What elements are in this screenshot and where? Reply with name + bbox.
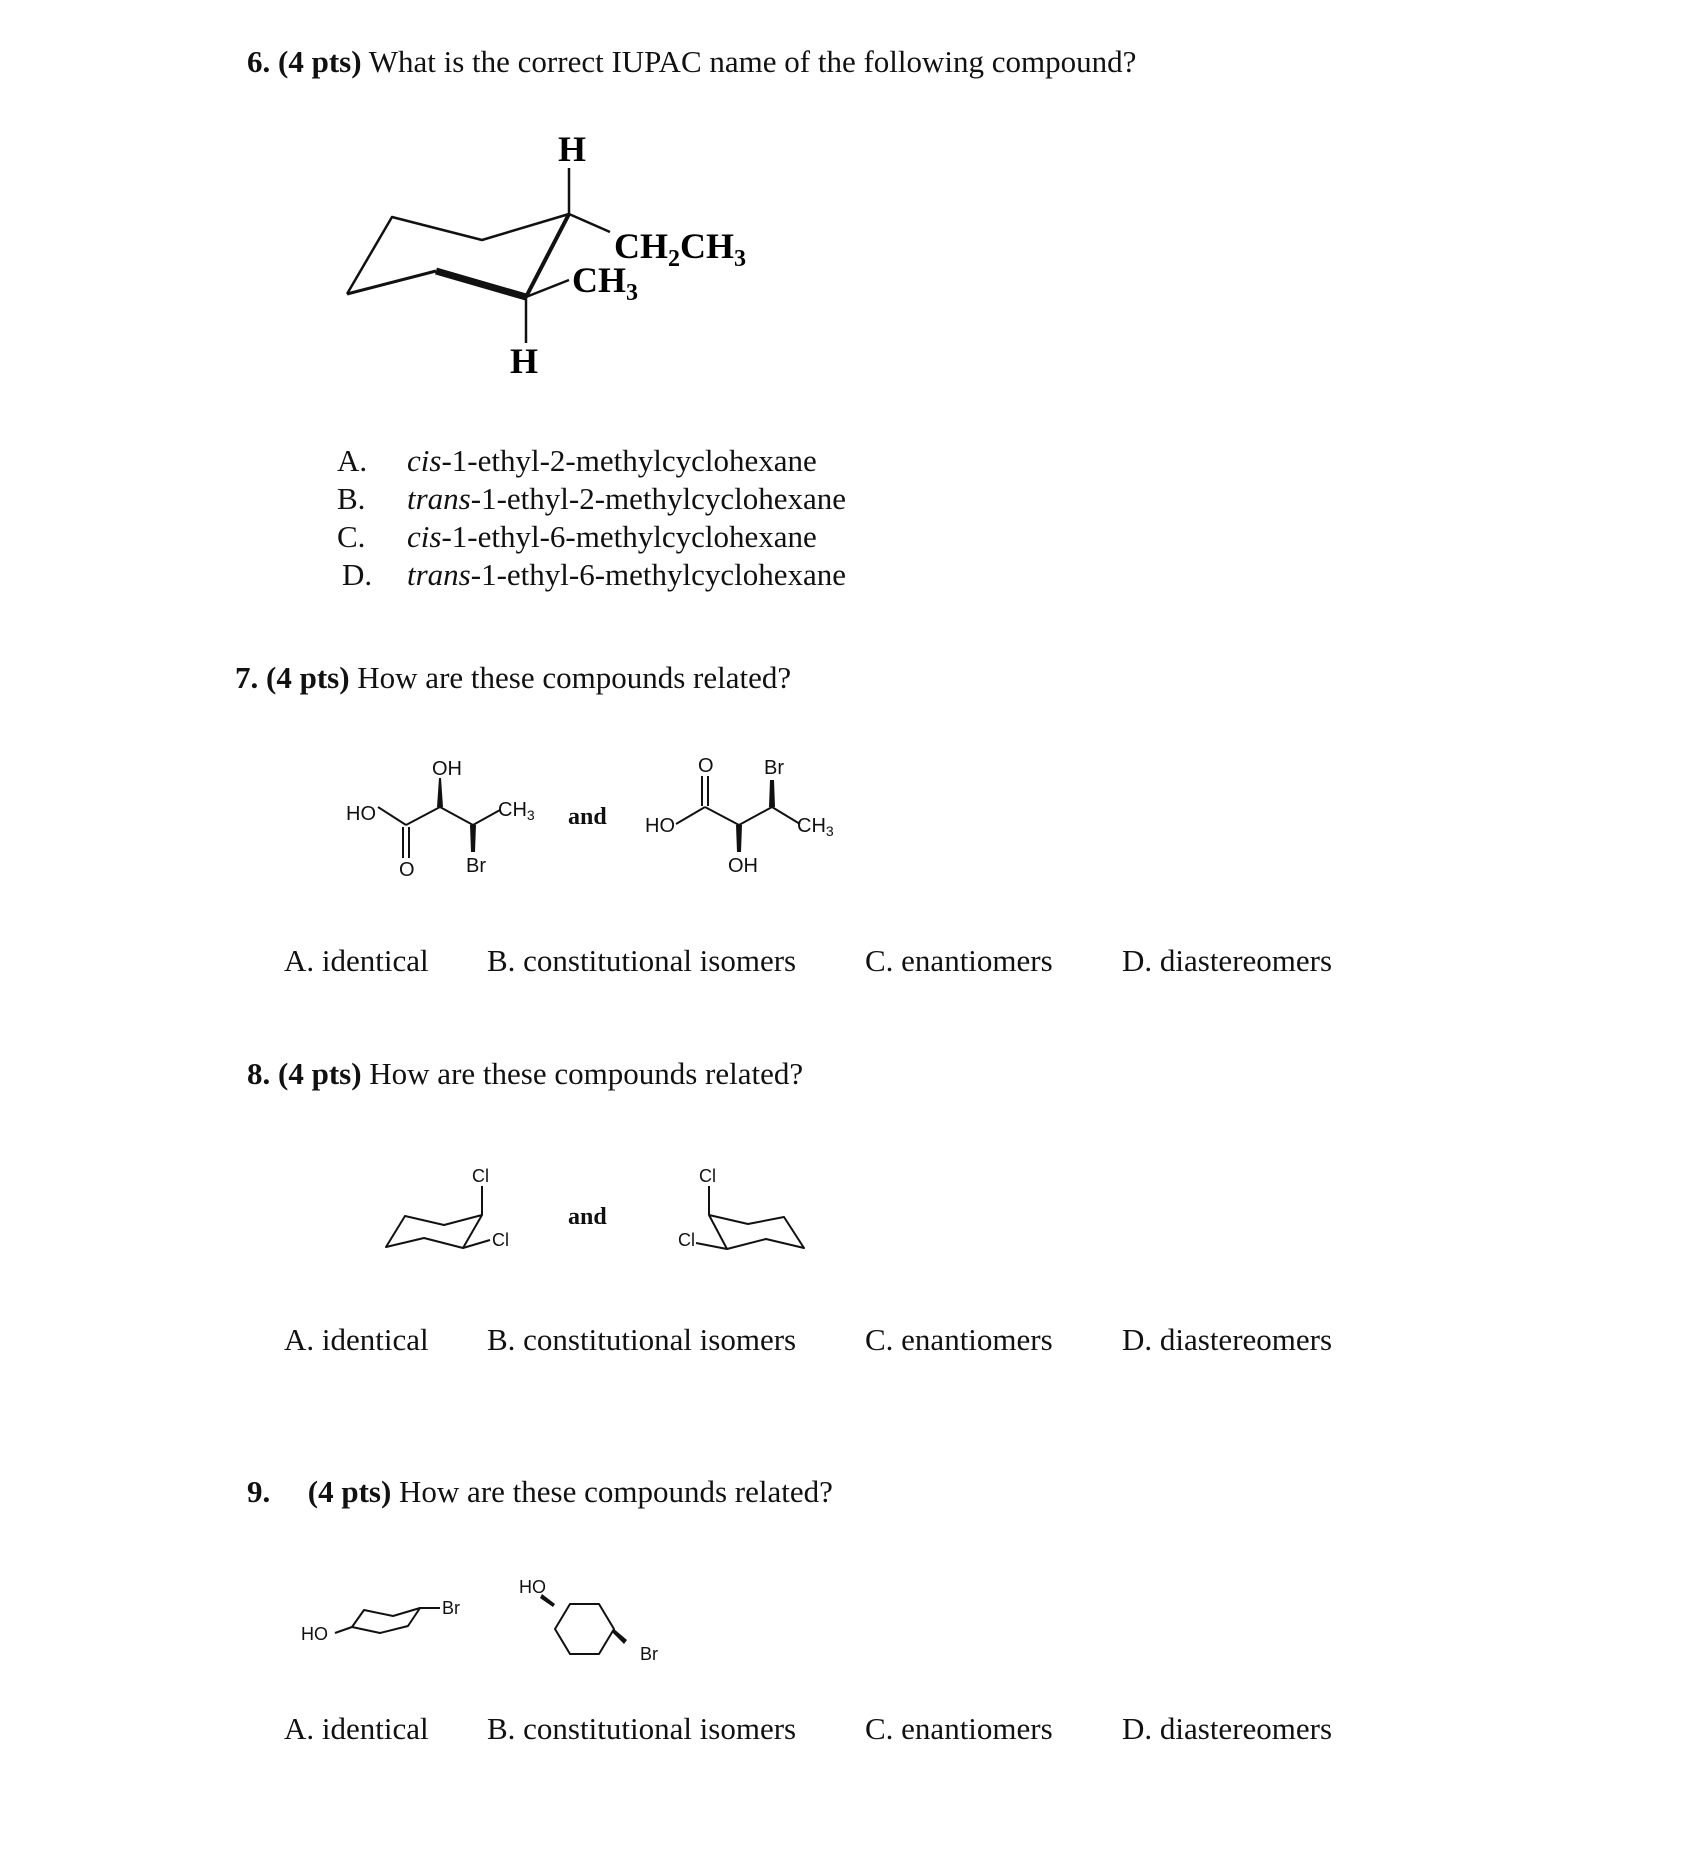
question-8-choices <box>0 1322 1700 1362</box>
ch3-label: $CH_3$ <box>498 799 535 823</box>
methyl-label: $CH_3$ <box>572 260 638 306</box>
question-8-number: 8. <box>247 1056 271 1091</box>
question-7-choices <box>0 943 1700 983</box>
ho-label: HO <box>519 1577 546 1597</box>
option-prefix: cis <box>407 443 442 478</box>
br-label: Br <box>764 757 784 779</box>
question-7-number: 7. <box>235 660 259 695</box>
choice-identical[interactable]: A. identical <box>284 943 429 978</box>
question-6-number: 6. <box>247 44 271 79</box>
choice-enantiomers[interactable]: C. enantiomers <box>865 1322 1053 1357</box>
br-label: Br <box>466 855 486 877</box>
ho-label: HO <box>301 1624 328 1644</box>
and-label: and <box>568 1204 607 1230</box>
question-9-structures <box>0 1560 1700 1670</box>
question-8-structures <box>0 1160 1700 1270</box>
choice-diastereomers[interactable]: D. diastereomers <box>1122 1322 1333 1357</box>
choice-constitutional-isomers[interactable]: B. constitutional isomers <box>487 1322 797 1357</box>
choice-identical[interactable]: A. identical <box>284 1711 429 1746</box>
question-7-prompt <box>235 660 791 696</box>
question-9-points: (4 pts) <box>307 1474 392 1509</box>
oh-label: OH <box>728 855 758 877</box>
option-text: -1-ethyl-6-methylcyclohexane <box>470 557 847 592</box>
question-6-options <box>337 442 937 602</box>
cl-label: Cl <box>472 1166 489 1186</box>
ethyl-label: $CH_2CH_3$ <box>614 226 746 272</box>
question-8-prompt <box>247 1056 803 1092</box>
option-letter: A. <box>337 443 368 478</box>
ch3-label: $CH_3$ <box>797 815 834 839</box>
option-text: -1-ethyl-2-methylcyclohexane <box>470 481 847 516</box>
question-9-prompt <box>247 1474 833 1510</box>
ring-front-left-bond <box>347 271 436 294</box>
question-6-points: (4 pts) <box>278 44 362 79</box>
question-7-structures <box>0 740 1700 890</box>
question-6-text: What is the correct IUPAC name of the following compound? <box>368 44 1137 79</box>
ethyl-bond <box>569 214 610 232</box>
choice-diastereomers[interactable]: D. diastereomers <box>1122 1711 1333 1746</box>
choice-constitutional-isomers[interactable]: B. constitutional isomers <box>487 1711 797 1746</box>
option-letter: B. <box>337 481 366 516</box>
choice-identical[interactable]: A. identical <box>284 1322 429 1357</box>
option-text: -1-ethyl-2-methylcyclohexane <box>441 443 817 478</box>
ho-label: HO <box>645 815 675 837</box>
cl-label: Cl <box>678 1230 695 1250</box>
choice-enantiomers[interactable]: C. enantiomers <box>865 1711 1053 1746</box>
option-prefix: trans <box>407 557 471 592</box>
option-prefix: cis <box>407 519 442 554</box>
question-6-structure <box>0 0 1700 400</box>
cl-label: Cl <box>699 1166 716 1186</box>
oh-label: OH <box>432 758 462 780</box>
question-9-choices <box>0 1711 1700 1751</box>
question-9-text: How are these compounds related? <box>399 1474 833 1509</box>
choice-diastereomers[interactable]: D. diastereomers <box>1122 943 1333 978</box>
ring-front-bold-bond <box>436 271 526 297</box>
ring-front-right-bond <box>526 214 569 297</box>
question-9-number: 9. <box>247 1474 271 1509</box>
option-letter: D. <box>342 557 373 592</box>
and-label: and <box>568 804 607 830</box>
choice-constitutional-isomers[interactable]: B. constitutional isomers <box>487 943 797 978</box>
o-label: O <box>698 755 714 777</box>
question-7-points: (4 pts) <box>266 660 350 695</box>
option-text: -1-ethyl-6-methylcyclohexane <box>441 519 817 554</box>
question-8-text: How are these compounds related? <box>369 1056 804 1091</box>
option-prefix: trans <box>407 481 471 516</box>
question-8-points: (4 pts) <box>278 1056 362 1091</box>
br-label: Br <box>442 1598 460 1618</box>
cl-label: Cl <box>492 1230 509 1250</box>
choice-enantiomers[interactable]: C. enantiomers <box>865 943 1053 978</box>
question-7-text: How are these compounds related? <box>357 660 792 695</box>
br-label: Br <box>640 1644 658 1664</box>
option-letter: C. <box>337 519 366 554</box>
ho-label: HO <box>346 803 376 825</box>
h-top-label: H <box>558 129 587 169</box>
h-bottom-label: H <box>510 341 539 381</box>
o-label: O <box>399 859 415 881</box>
